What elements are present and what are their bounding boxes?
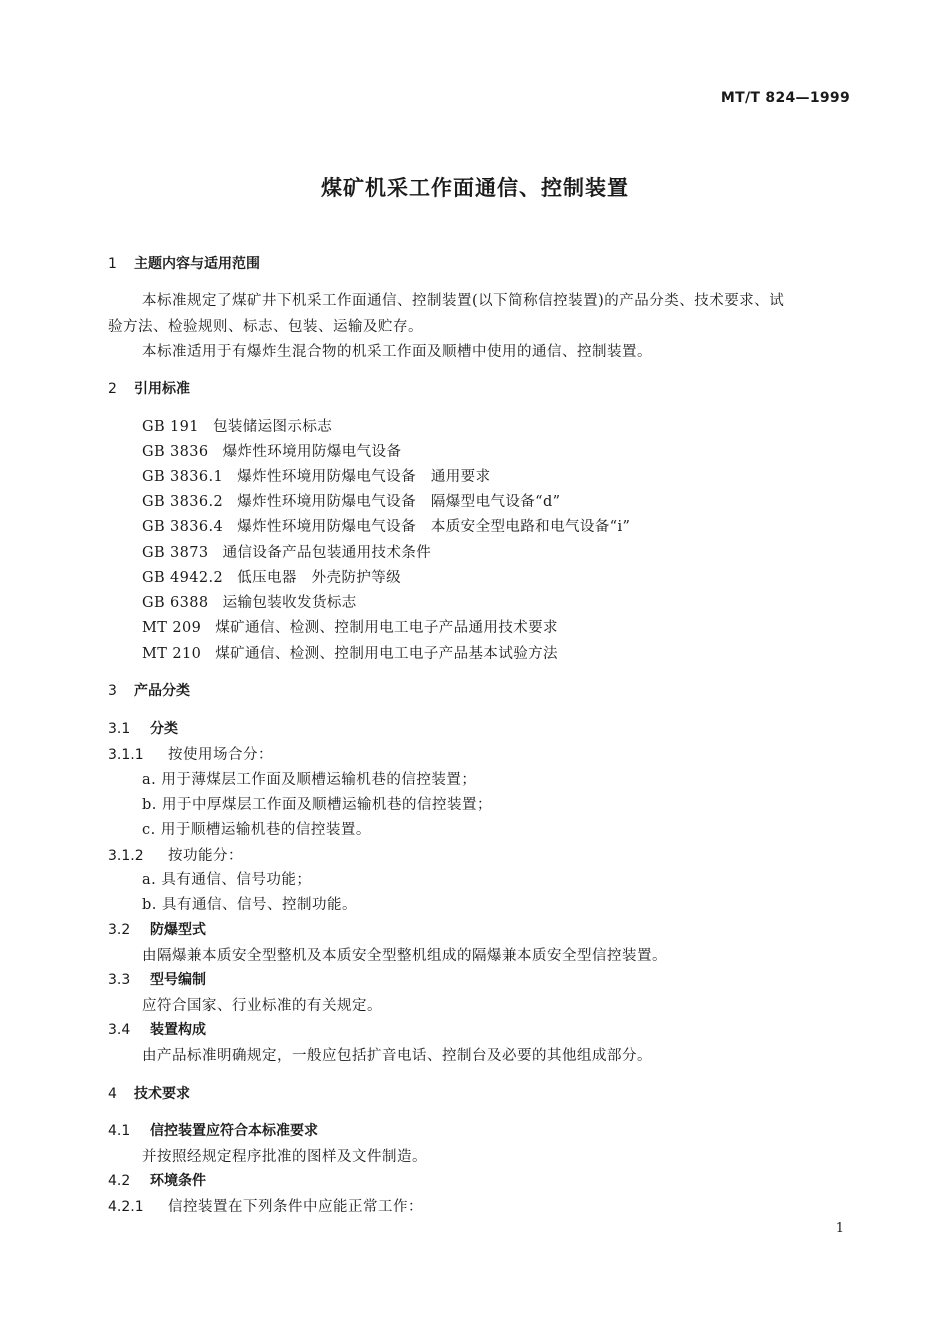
reference-code: GB 3836 xyxy=(142,444,209,460)
subsection-number: 4.2 xyxy=(108,1173,131,1189)
subsection-number: 3.4 xyxy=(108,1022,131,1038)
reference-item xyxy=(142,642,558,663)
reference-item xyxy=(142,515,630,536)
section-number: 1 xyxy=(108,256,117,272)
reference-title: 运输包装收发货标志 xyxy=(222,595,357,611)
paragraph: 应符合国家、行业标准的有关规定。 xyxy=(142,998,382,1014)
paragraph: 由隔爆兼本质安全型整机及本质安全型整机组成的隔爆兼本质安全型信控装置。 xyxy=(142,948,667,964)
subsection-title: 分类 xyxy=(150,721,178,737)
reference-title: 爆炸性环境用防爆电气设备 通用要求 xyxy=(237,469,491,485)
reference-title: 爆炸性环境用防爆电气设备 xyxy=(222,444,402,460)
reference-item xyxy=(142,415,332,436)
clause-text: 按功能分： xyxy=(168,848,243,864)
subsection-title: 防爆型式 xyxy=(150,922,206,938)
reference-item xyxy=(142,465,491,486)
clause-text: 按使用场合分： xyxy=(168,747,273,763)
reference-title: 通信设备产品包装通用技术条件 xyxy=(222,545,432,561)
paragraph: 由产品标准明确规定，一般应包括扩音电话、控制台及必要的其他组成部分。 xyxy=(142,1048,652,1064)
subsection-heading xyxy=(108,1019,206,1039)
section-number: 3 xyxy=(108,683,117,699)
subsection-number: 3.1 xyxy=(108,721,131,737)
subsection-heading xyxy=(108,969,206,989)
paragraph: 验方法、检验规则、标志、包装、运输及贮存。 xyxy=(108,319,423,335)
subsection-title: 信控装置应符合本标准要求 xyxy=(150,1123,318,1139)
reference-code: GB 3836.4 xyxy=(142,519,224,535)
section-2-heading xyxy=(108,378,190,398)
clause-3-1-2 xyxy=(108,844,243,865)
reference-item xyxy=(142,566,401,587)
paragraph: 本标准规定了煤矿井下机采工作面通信、控制装置(以下简称信控装置)的产品分类、技术要求、试 xyxy=(142,293,785,309)
reference-code: GB 6388 xyxy=(142,595,209,611)
reference-code: GB 3836.2 xyxy=(142,494,224,510)
section-title: 产品分类 xyxy=(134,683,190,699)
section-1-heading xyxy=(108,253,260,273)
subsection-number: 3.2 xyxy=(108,922,131,938)
clause-number: 3.1.2 xyxy=(108,848,144,864)
list-item: b. 用于中厚煤层工作面及顺槽运输机巷的信控装置； xyxy=(142,797,492,813)
section-title: 引用标准 xyxy=(134,381,190,397)
document-title: 煤矿机采工作面通信、控制装置 xyxy=(321,176,629,200)
reference-title: 煤矿通信、检测、控制用电工电子产品基本试验方法 xyxy=(215,646,558,662)
reference-code: GB 191 xyxy=(142,419,199,435)
reference-item xyxy=(142,541,431,562)
reference-code: MT 209 xyxy=(142,620,202,636)
reference-item xyxy=(142,616,558,637)
paragraph: 本标准适用于有爆炸生混合物的机采工作面及顺槽中使用的通信、控制装置。 xyxy=(142,344,652,360)
reference-code: GB 3873 xyxy=(142,545,209,561)
clause-4-2-1 xyxy=(108,1195,423,1216)
reference-title: 低压电器 外壳防护等级 xyxy=(237,570,402,586)
list-item: c. 用于顺槽运输机巷的信控装置。 xyxy=(142,822,371,838)
subsection-title: 环境条件 xyxy=(150,1173,206,1189)
reference-item xyxy=(142,591,357,612)
reference-code: MT 210 xyxy=(142,646,202,662)
reference-code: GB 4942.2 xyxy=(142,570,224,586)
standard-code: MT/T 824—1999 xyxy=(720,90,850,106)
list-item: b. 具有通信、信号、控制功能。 xyxy=(142,897,357,913)
subsection-heading xyxy=(108,919,206,939)
list-item: a. 用于薄煤层工作面及顺槽运输机巷的信控装置； xyxy=(142,772,477,788)
clause-text: 信控装置在下列条件中应能正常工作： xyxy=(168,1199,423,1215)
clause-3-1-1 xyxy=(108,743,273,764)
section-number: 2 xyxy=(108,381,117,397)
subsection-heading xyxy=(108,1170,206,1190)
subsection-heading xyxy=(108,1120,318,1140)
section-title: 主题内容与适用范围 xyxy=(134,256,260,272)
subsection-title: 装置构成 xyxy=(150,1022,206,1038)
reference-title: 爆炸性环境用防爆电气设备 隔爆型电气设备“d” xyxy=(237,494,561,510)
reference-code: GB 3836.1 xyxy=(142,469,224,485)
subsection-number: 3.3 xyxy=(108,972,131,988)
reference-title: 煤矿通信、检测、控制用电工电子产品通用技术要求 xyxy=(215,620,558,636)
clause-number: 3.1.1 xyxy=(108,747,144,763)
section-3-heading xyxy=(108,680,190,700)
section-title: 技术要求 xyxy=(134,1086,190,1102)
reference-title: 爆炸性环境用防爆电气设备 本质安全型电路和电气设备“i” xyxy=(237,519,631,535)
clause-number: 4.2.1 xyxy=(108,1199,144,1215)
paragraph: 并按照经规定程序批准的图样及文件制造。 xyxy=(142,1149,427,1165)
reference-item xyxy=(142,440,401,461)
list-item: a. 具有通信、信号功能； xyxy=(142,872,312,888)
reference-item xyxy=(142,490,561,511)
section-number: 4 xyxy=(108,1086,117,1102)
section-4-heading xyxy=(108,1083,190,1103)
subsection-heading xyxy=(108,718,178,738)
reference-title: 包装储运图示标志 xyxy=(212,419,333,435)
subsection-title: 型号编制 xyxy=(150,972,206,988)
page-number: 1 xyxy=(835,1221,844,1236)
subsection-number: 4.1 xyxy=(108,1123,131,1139)
